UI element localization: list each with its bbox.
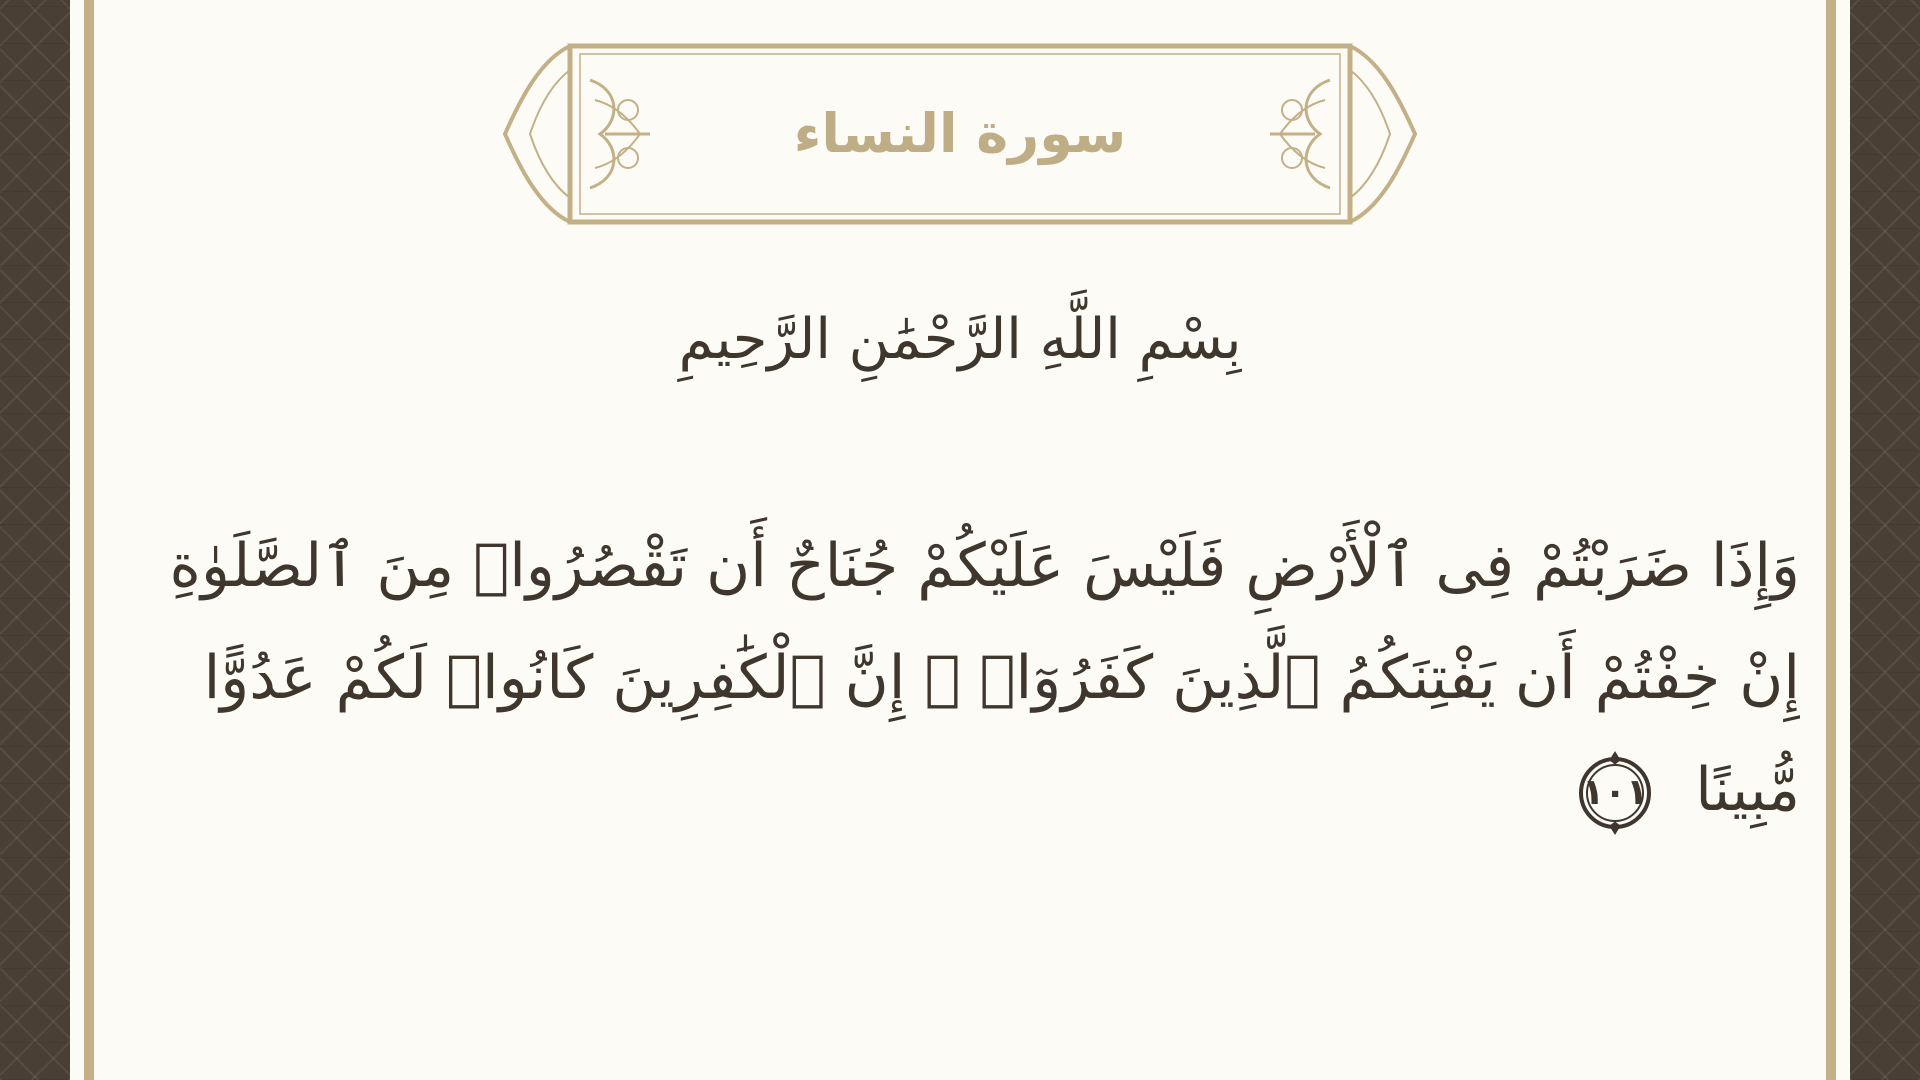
verse-text <box>130 510 1800 846</box>
right-frame-line <box>1826 0 1836 1080</box>
surah-title: سورة النساء <box>793 102 1127 165</box>
verse-line: إِنْ خِفْتُمْ أَن يَفْتِنَكُمُ ٱلَّذِينَ كَفَرُوٓا۟ ۚ إِنَّ ٱلْكَٰفِرِينَ كَانُوا۟ لَكُمْ عَدُوًّا <box>203 643 1800 713</box>
left-decorative-panel <box>0 0 70 1080</box>
surah-title-banner <box>500 40 1420 230</box>
verse-line: وَإِذَا ضَرَبْتُمْ فِى ٱلْأَرْضِ فَلَيْسَ عَلَيْكُمْ جُنَاحٌ أَن تَقْصُرُوا۟ مِنَ ٱلصَّلَوٰةِ <box>169 531 1800 601</box>
left-frame-line <box>84 0 94 1080</box>
right-decorative-panel <box>1850 0 1920 1080</box>
verse-line-last <box>130 734 1800 846</box>
ayah-number: ١٠١ <box>1582 772 1649 814</box>
basmala: بِسْمِ اللَّهِ الرَّحْمَٰنِ الرَّحِيمِ <box>678 307 1242 372</box>
ayah-end-marker <box>1572 750 1658 836</box>
verse-line-text: مُّبِينًا <box>1695 755 1800 825</box>
